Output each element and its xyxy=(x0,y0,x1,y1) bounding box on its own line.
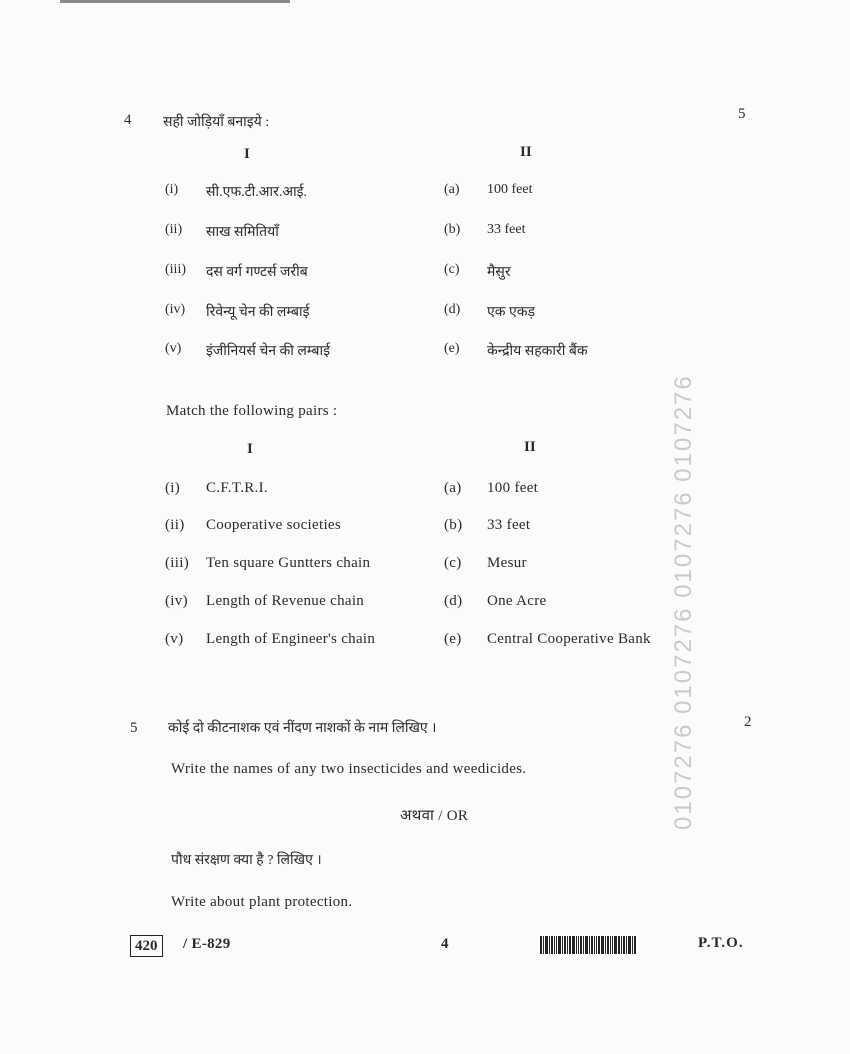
question-5-alt-hindi-text: पौध संरक्षण क्या है ? लिखिए । xyxy=(171,853,322,868)
item-text: 33 feet xyxy=(487,222,526,237)
hindi-pair-row xyxy=(0,262,850,284)
item-letter: (c) xyxy=(444,262,460,277)
question-4-number: 4 xyxy=(124,112,132,128)
question-4-marks: 5 xyxy=(738,106,746,122)
item-numeral: (i) xyxy=(165,182,179,197)
item-text: इंजीनियर्स चेन की लम्बाई xyxy=(206,344,330,359)
question-5-alt-english-text: Write about plant protection. xyxy=(171,894,353,910)
english-column-1-header: I xyxy=(247,441,253,457)
item-numeral: (iv) xyxy=(165,593,188,609)
question-4-english-instruction: Match the following pairs : xyxy=(166,403,338,419)
item-text: Cooperative societies xyxy=(206,517,342,533)
item-text: दस वर्ग गण्टर्स जरीब xyxy=(206,265,308,280)
item-text: केन्द्रीय सहकारी बैंक xyxy=(487,344,588,359)
barcode xyxy=(540,936,636,954)
item-letter: (b) xyxy=(444,517,463,533)
item-letter: (d) xyxy=(444,302,461,317)
page-number: 4 xyxy=(441,936,449,952)
question-4-hindi-instruction: सही जोड़ियाँ बनाइये : xyxy=(163,115,270,130)
top-edge-rule xyxy=(60,0,290,3)
question-5-hindi-text: कोई दो कीटनाशक एवं नींदण नाशकों के नाम लिखिए । xyxy=(168,721,437,736)
item-numeral: (iii) xyxy=(165,262,186,277)
english-pair-row xyxy=(0,480,850,502)
item-text: साख समितियाँ xyxy=(206,225,279,240)
item-letter: (b) xyxy=(444,222,461,237)
item-numeral: (ii) xyxy=(165,517,185,533)
hindi-pair-row xyxy=(0,302,850,324)
item-numeral: (iv) xyxy=(165,302,186,317)
item-text: 100 feet xyxy=(487,182,533,197)
item-letter: (a) xyxy=(444,480,462,496)
or-separator: अथवा / OR xyxy=(400,808,469,824)
hindi-pair-row xyxy=(0,341,850,363)
item-text: सी.एफ.टी.आर.आई. xyxy=(206,185,308,200)
item-text: Length of Revenue chain xyxy=(206,593,365,609)
hindi-column-1-header: I xyxy=(244,146,250,162)
english-pair-row xyxy=(0,517,850,539)
item-numeral: (v) xyxy=(165,341,182,356)
item-text: 100 feet xyxy=(487,480,539,496)
item-text: C.F.T.R.I. xyxy=(206,480,268,496)
item-text: Ten square Guntters chain xyxy=(206,555,371,571)
hindi-column-2-header: II xyxy=(520,144,532,160)
item-text: रिवेन्यू चेन की लम्बाई xyxy=(206,305,310,320)
english-pair-row xyxy=(0,555,850,577)
please-turn-over: P.T.O. xyxy=(698,935,744,951)
exam-code: / E-829 xyxy=(183,936,231,952)
question-5-number: 5 xyxy=(130,720,138,736)
item-text: Central Cooperative Bank xyxy=(487,631,651,647)
item-numeral: (v) xyxy=(165,631,184,647)
item-numeral: (i) xyxy=(165,480,181,496)
english-column-2-header: II xyxy=(524,439,536,455)
item-letter: (e) xyxy=(444,631,462,647)
item-text: Mesur xyxy=(487,555,527,571)
hindi-pair-row xyxy=(0,222,850,244)
item-text: 33 feet xyxy=(487,517,531,533)
question-5-english-text: Write the names of any two insecticides and weedicides. xyxy=(171,761,527,777)
item-text: एक एकड़ xyxy=(487,305,535,320)
english-pair-row xyxy=(0,631,850,653)
item-numeral: (iii) xyxy=(165,555,189,571)
item-text: Length of Engineer's chain xyxy=(206,631,376,647)
question-5-marks: 2 xyxy=(744,714,752,730)
item-letter: (a) xyxy=(444,182,460,197)
item-numeral: (ii) xyxy=(165,222,183,237)
english-pair-row xyxy=(0,593,850,615)
item-text: One Acre xyxy=(487,593,547,609)
paper-code-box: 420 xyxy=(130,935,163,957)
item-letter: (d) xyxy=(444,593,463,609)
item-text: मैसुर xyxy=(487,265,511,280)
hindi-pair-row xyxy=(0,182,850,204)
item-letter: (c) xyxy=(444,555,462,571)
item-letter: (e) xyxy=(444,341,460,356)
serial-watermark: 0107276 0107276 0107276 0107276 xyxy=(670,374,697,830)
